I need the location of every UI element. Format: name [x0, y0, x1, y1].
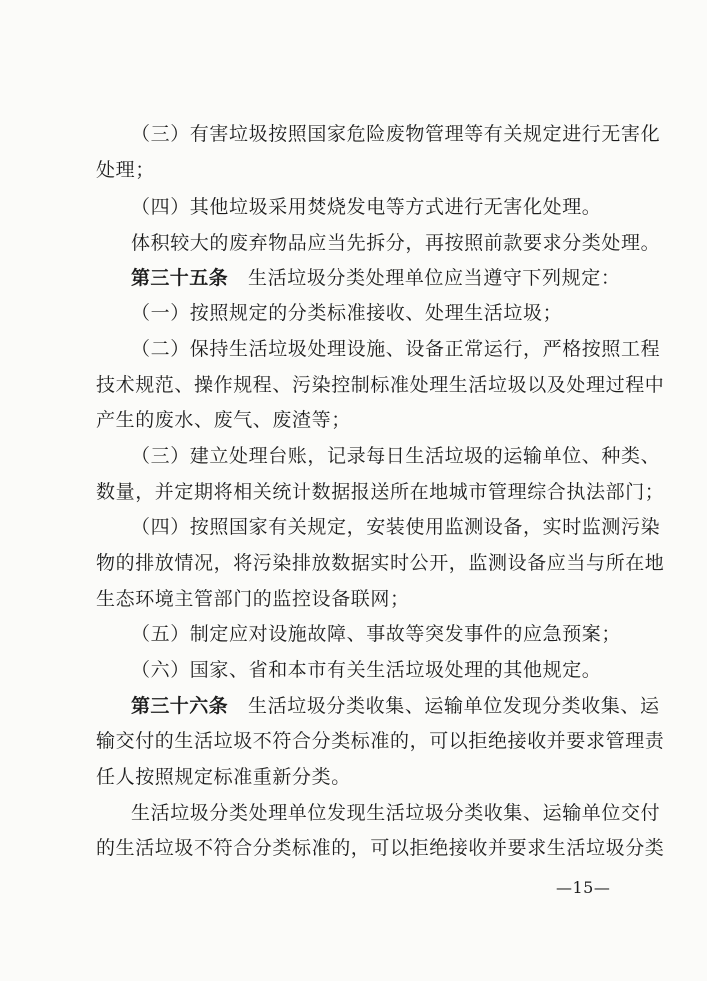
text-span: 的生活垃圾不符合分类标准的，可以拒绝接收并要求生活垃圾分类 [96, 837, 665, 859]
article-35-line [131, 268, 620, 288]
text-line [96, 410, 351, 430]
text-line [96, 767, 351, 787]
text-span: （四）其他垃圾采用焚烧发电等方式进行无害化处理。 [131, 196, 602, 218]
text-span: 生态环境主管部门的监控设备联网； [96, 588, 410, 610]
text-span: （一）按照规定的分类标准接收、处理生活垃圾； [131, 302, 563, 324]
text-line [131, 339, 660, 359]
text-line [96, 731, 664, 751]
text-span: （五）制定应对设施故障、事故等突发事件的应急预案； [131, 623, 622, 645]
text-span: 任人按照规定标准重新分类。 [96, 766, 351, 788]
article-36-line [131, 696, 660, 716]
text-span: （三）有害垃圾按照国家危险废物管理等有关规定进行无害化 [131, 123, 661, 145]
text-span: 生活垃圾分类处理单位应当遵守下列规定： [248, 267, 621, 289]
text-span: （三）建立处理台账，记录每日生活垃圾的运输单位、种类、 [131, 445, 661, 467]
text-line [96, 160, 155, 180]
text-line [131, 233, 660, 253]
text-line [131, 803, 660, 823]
text-line [131, 517, 660, 537]
text-line [131, 660, 601, 680]
text-line [96, 553, 664, 573]
text-span: 生活垃圾分类处理单位发现生活垃圾分类收集、运输单位交付 [131, 802, 661, 824]
text-line [131, 197, 601, 217]
text-span: 生活垃圾分类收集、运输单位发现分类收集、运 [248, 695, 660, 717]
text-span: 处理； [96, 159, 155, 181]
text-line [96, 589, 410, 609]
text-line [96, 482, 664, 502]
text-line [131, 303, 562, 323]
text-line [131, 624, 621, 644]
text-span: （四）按照国家有关规定，安装使用监测设备，实时监测污染 [131, 516, 661, 538]
text-span: （六）国家、省和本市有关生活垃圾处理的其他规定。 [131, 659, 602, 681]
text-span: 技术规范、操作规程、污染控制标准处理生活垃圾以及处理过程中 [96, 374, 665, 396]
text-span: 物的排放情况，将污染排放数据实时公开，监测设备应当与所在地 [96, 552, 665, 574]
text-line [96, 375, 664, 395]
text-line [131, 124, 660, 144]
text-span: 输交付的生活垃圾不符合分类标准的，可以拒绝接收并要求管理责 [96, 730, 665, 752]
text-span: 产生的废水、废气、废渣等； [96, 409, 351, 431]
text-line [96, 838, 664, 858]
text-span: 体积较大的废弃物品应当先拆分，再按照前款要求分类处理。 [131, 232, 661, 254]
text-span: 数量，并定期将相关统计数据报送所在地城市管理综合执法部门； [96, 481, 665, 503]
page-number: —15— [556, 878, 611, 897]
text-span: （二）保持生活垃圾处理设施、设备正常运行，严格按照工程 [131, 338, 661, 360]
article-heading-36: 第三十六条 [131, 695, 229, 717]
article-heading-35: 第三十五条 [131, 267, 229, 289]
text-line [131, 446, 660, 466]
